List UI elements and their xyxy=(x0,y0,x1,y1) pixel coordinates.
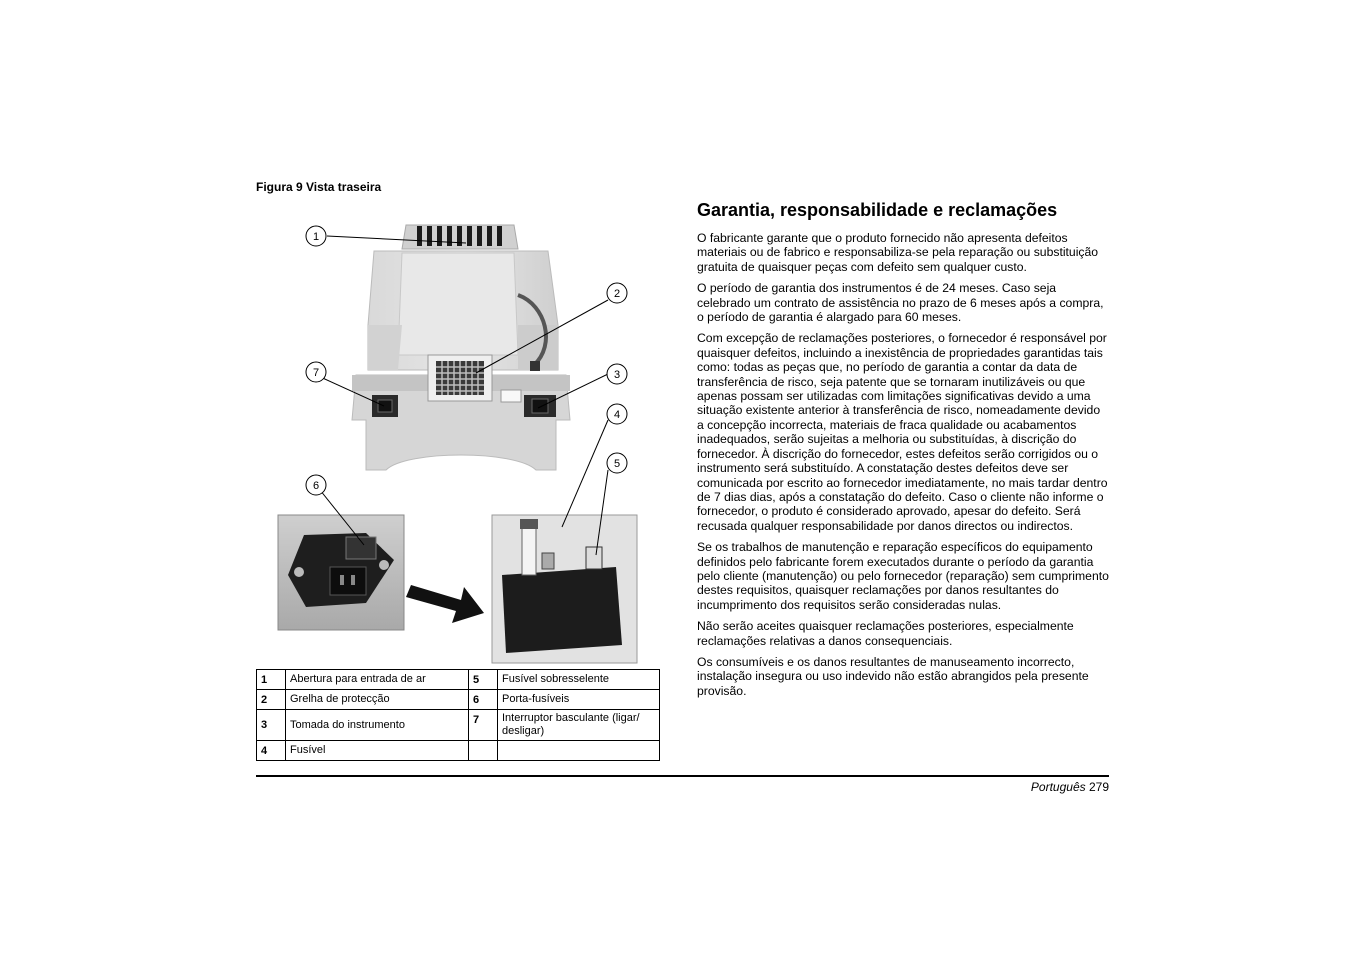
legend-label: Fusível sobresselente xyxy=(498,670,660,690)
legend-number: 2 xyxy=(257,690,286,710)
section-heading: Garantia, responsabilidade e reclamações xyxy=(697,200,1058,220)
figure-caption: Figura 9 Vista traseira xyxy=(256,180,382,194)
legend-label: Abertura para entrada de ar xyxy=(286,670,469,690)
callout-4 xyxy=(607,404,627,424)
legend-label: Interruptor basculante (ligar/ desligar) xyxy=(498,710,660,741)
legend-label: Grelha de protecção xyxy=(286,690,469,710)
legend-number: 3 xyxy=(257,710,286,741)
svg-text:1: 1 xyxy=(312,231,320,243)
callout-5 xyxy=(607,453,627,473)
svg-text:7: 7 xyxy=(312,367,320,379)
svg-text:3: 3 xyxy=(613,369,621,381)
footer-language: Português xyxy=(1030,780,1086,794)
legend-number: 7 xyxy=(469,710,498,741)
rear-view-illustration xyxy=(256,215,660,667)
legend-label: Fusível xyxy=(286,741,469,761)
table-row xyxy=(257,690,660,710)
arrow-icon xyxy=(406,585,484,623)
callout-7 xyxy=(306,362,326,382)
svg-text:5: 5 xyxy=(613,458,621,470)
instrument-socket xyxy=(524,395,556,417)
table-row xyxy=(257,710,660,741)
callout-1 xyxy=(306,226,326,246)
warranty-section xyxy=(697,200,1109,705)
legend-number: 6 xyxy=(469,690,498,710)
legend-number: 5 xyxy=(469,670,498,690)
legend-label: Tomada do instrumento xyxy=(286,710,469,741)
paragraph: Se os trabalhos de manutenção e reparação específicos do equipamento definidos pelo fabricante forem executados durante o período da garantia pelo cliente (manutenção) ou pelo fornecedor (reparação) sem cumprimento destes requisitos, quaisquer reclamações por danos resultantes do incumprimento dos requisitos serão consideradas nulas. xyxy=(697,540,1109,612)
legend-number: 1 xyxy=(257,670,286,690)
callout-3 xyxy=(607,364,627,384)
table-row xyxy=(257,741,660,761)
protection-grille xyxy=(428,355,492,401)
legend-number xyxy=(469,741,498,761)
footer-divider xyxy=(256,775,1109,777)
rating-label-sticker xyxy=(501,390,521,402)
paragraph: Os consumíveis e os danos resultantes de manuseamento incorrecto, instalação insegura ou uso indevido não estão abrangidos pela presente provisão. xyxy=(697,654,1089,698)
paragraph: O fabricante garante que o produto fornecido não apresenta defeitos materiais ou de fabrico e responsabiliza-se pela reparação ou substituição gratuita de quaisquer peças com defeito sem qualquer custo. xyxy=(697,231,1099,274)
fuse-holder-photo xyxy=(278,515,404,630)
paragraph: Não serão aceites quaisquer reclamações posteriores, especialmente reclamações relativas a danos consequenciais. xyxy=(697,619,1074,648)
callout-6 xyxy=(306,475,326,495)
legend-label: Porta-fusíveis xyxy=(498,690,660,710)
legend-number: 4 xyxy=(257,741,286,761)
rear-view-figure xyxy=(256,215,660,667)
paragraph: Com excepção de reclamações posteriores, o fornecedor é responsável por quaisquer defeitos, incluindo a inexistência de propriedades garantidas tais como: todas as peças que, no período de garantia a contar da data de transferência de risco, seja patente que se tornaram inutilizáveis ou que apenas possam ser utilizadas com limitações significativas devido a uma situação existente anterior à transferência de risco, nomeadamente devido a concepção incorrecta, materiais de fraca qualidade ou acabamentos inadequados, serão sujeitas a melhoria ou substituídas, à discrição do fornecedor. À discrição do fornecedor, estes defeitos serão corrigidos ou o instrumento será substituído. A constatação destes defeitos deve ser comunicada por escrito ao fornecedor imediatamente, no mais tardar dentro de 7 dias dias, após a constatação do defeito. Caso o cliente não informe o fornecedor, o produto é considerado aprovado, apesar do defeito. Será recusada qualquer responsabilidade por danos directos ou indirectos. xyxy=(697,331,1108,533)
fuse-drawer-photo xyxy=(492,515,637,663)
legend-label xyxy=(498,741,660,761)
rocker-switch xyxy=(372,395,398,417)
paragraph: O período de garantia dos instrumentos é de 24 meses. Caso seja celebrado um contrato de assistência no prazo de 6 meses após a compra, o período de garantia é alargado para 60 meses. xyxy=(697,281,1104,325)
svg-text:4: 4 xyxy=(613,409,621,421)
air-inlet-vent xyxy=(402,225,518,249)
svg-text:6: 6 xyxy=(312,480,320,492)
page-footer xyxy=(1031,780,1109,794)
svg-text:2: 2 xyxy=(613,288,621,300)
page-number: 279 xyxy=(1088,780,1109,794)
callout-2 xyxy=(607,283,627,303)
table-row xyxy=(257,670,660,690)
figure-legend-table xyxy=(256,669,660,761)
